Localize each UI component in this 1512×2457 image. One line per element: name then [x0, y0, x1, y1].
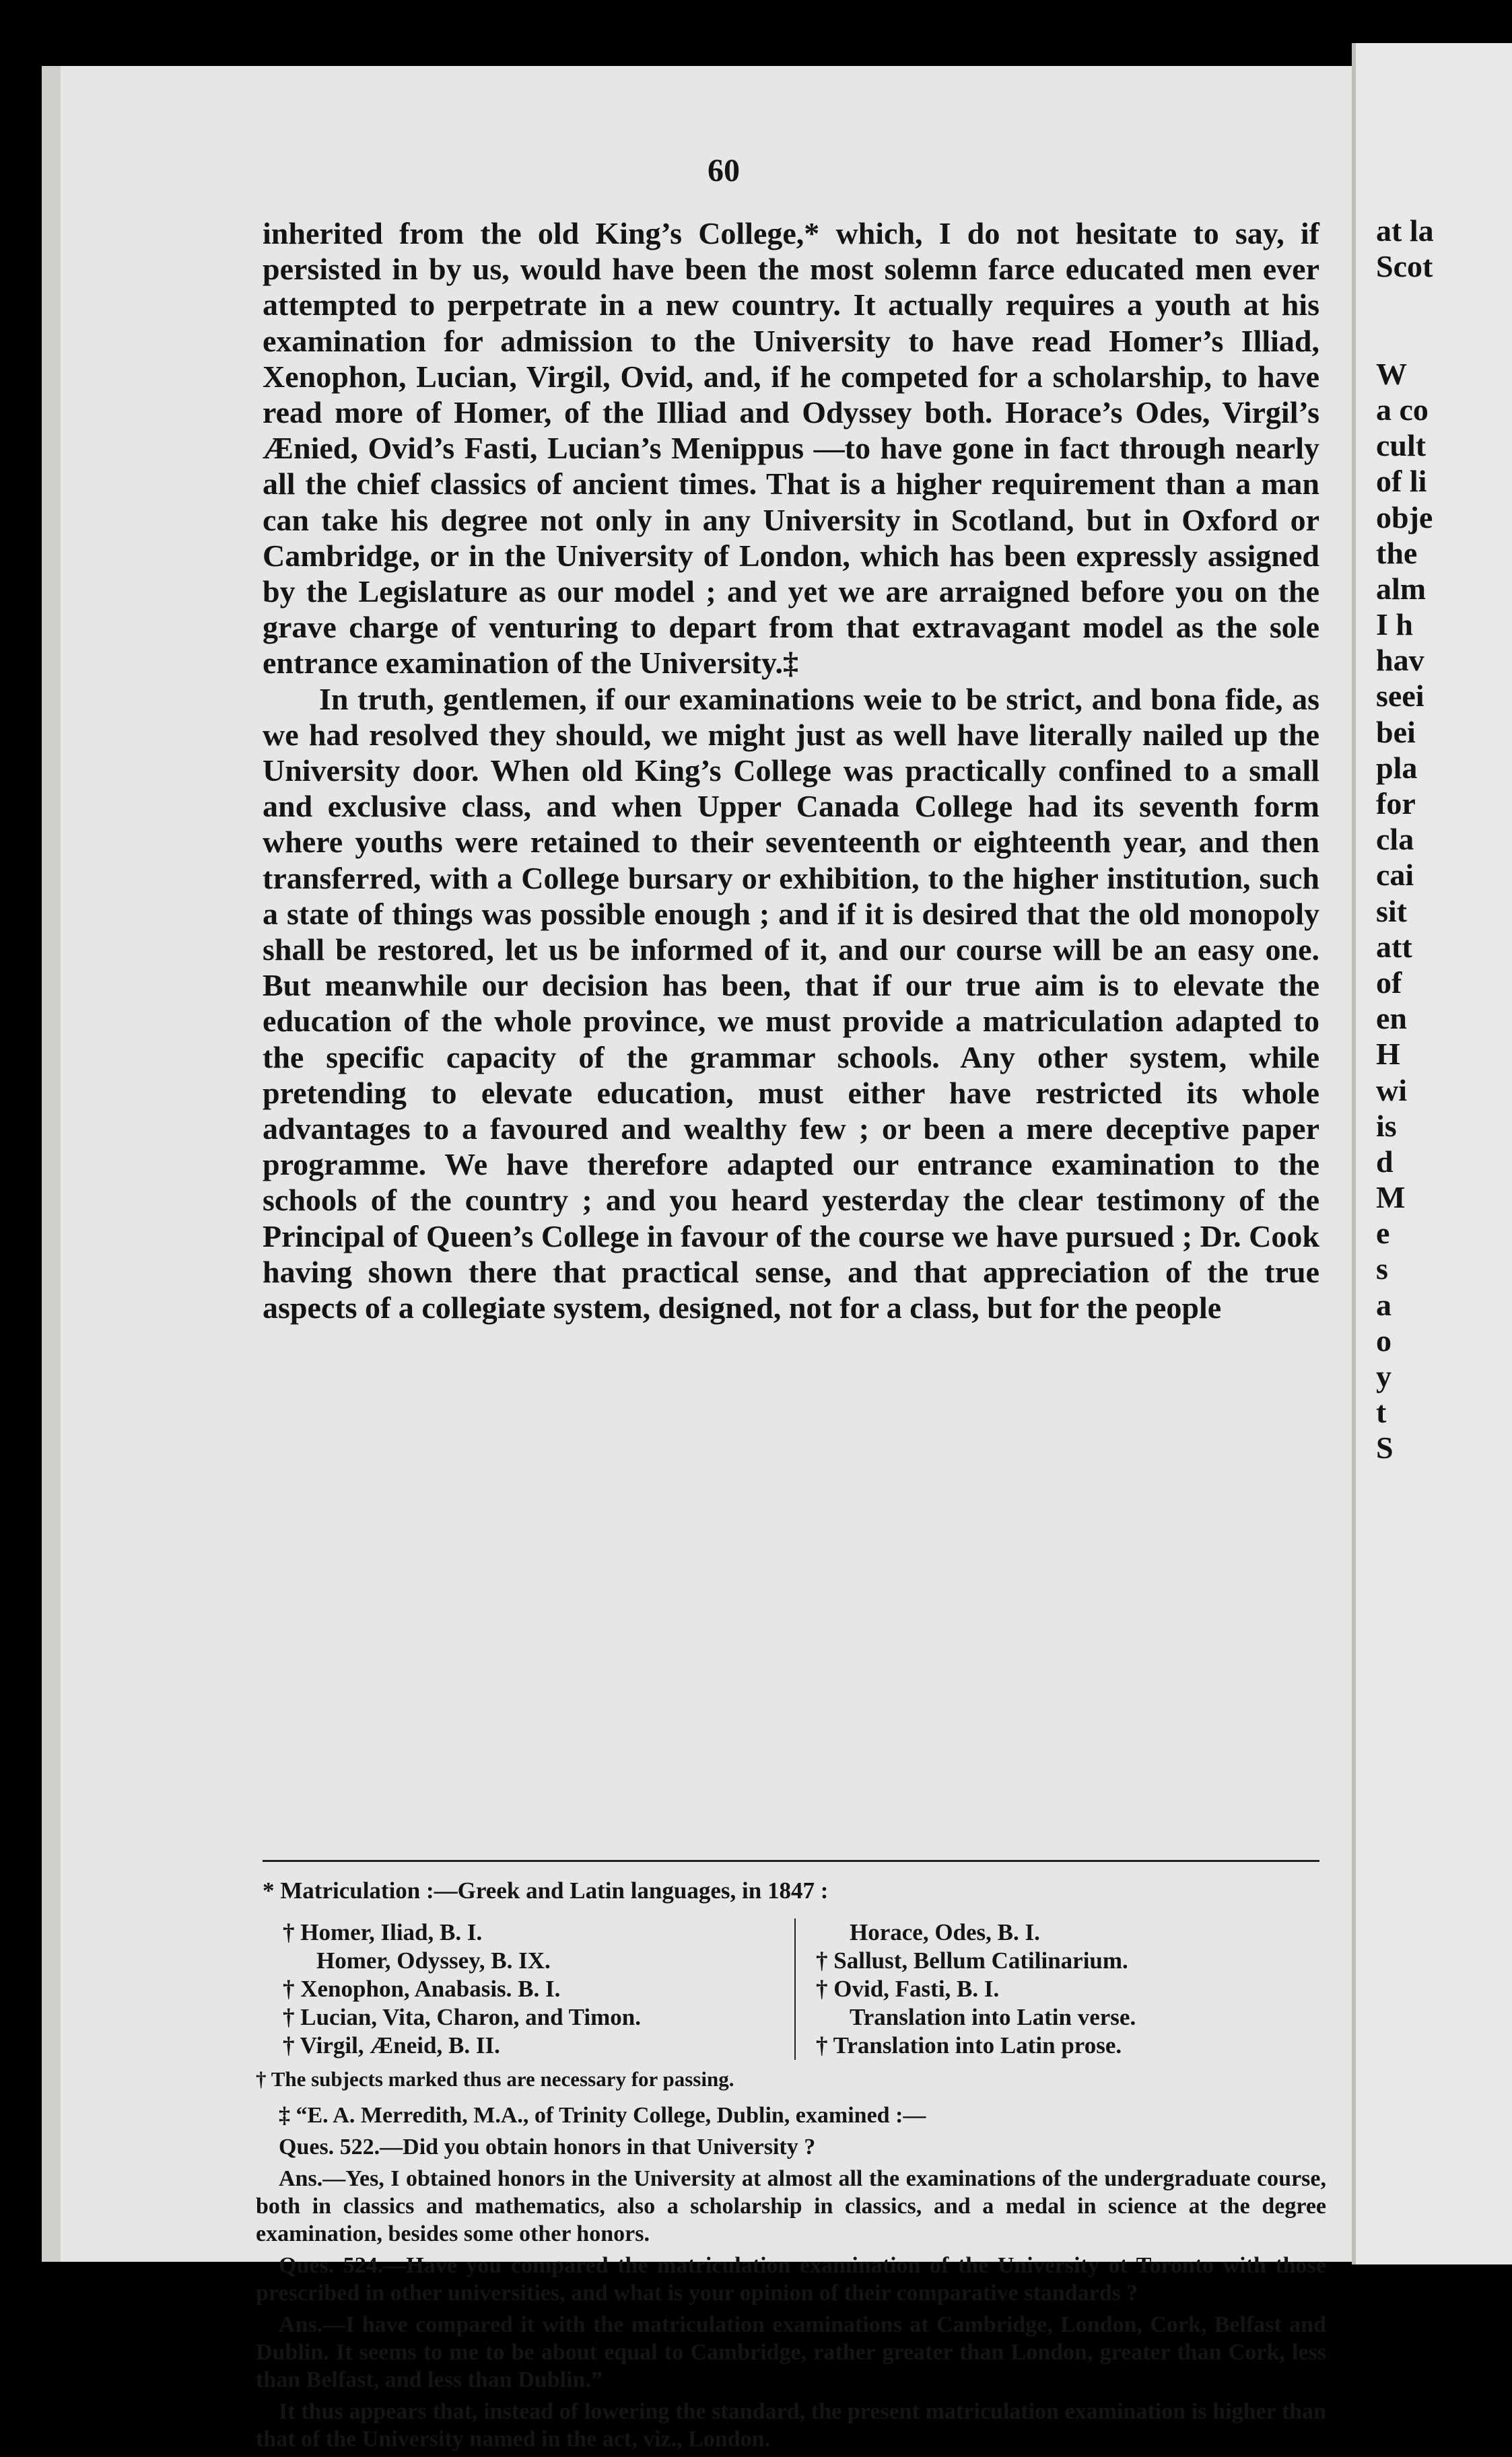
- facing-line: [1376, 284, 1434, 320]
- footnote-note: † The subjects marked thus are necessary for passing.: [256, 2067, 734, 2091]
- facing-page-fragment: [1352, 43, 1512, 2264]
- facing-line: for: [1376, 786, 1416, 821]
- answer: Ans.—Yes, I obtained honors in the University at almost all the examinations of the undergraduate course, both in classics and mathematics, also a scholarship in classics, and a medal in science at the degree examination, besides some other honors.: [256, 2166, 1326, 2246]
- list-item: † Virgil, Æneid, B. II.: [283, 2032, 500, 2058]
- facing-line: a co: [1376, 392, 1429, 427]
- facing-line: s: [1376, 1251, 1388, 1286]
- facing-line: bei: [1376, 714, 1416, 749]
- facing-line: sit: [1376, 893, 1407, 928]
- facing-line: S: [1376, 1430, 1394, 1465]
- facing-line: o: [1376, 1323, 1391, 1358]
- facing-line: at la: [1376, 213, 1434, 248]
- facing-line: H: [1376, 1037, 1400, 1072]
- main-text: [263, 215, 1319, 1325]
- footnote-intro: * Matriculation :—Greek and Latin languages, in 1847 :: [263, 1877, 829, 1904]
- question: Ques. 524.—Have you compared the matriculation examination of the University ot Toronto with those prescribed in other universities, and what is your opinion of their comparative standards ?: [256, 2253, 1326, 2306]
- subjects-left-column: [256, 1918, 794, 2060]
- facing-line: cult: [1376, 428, 1427, 463]
- facing-line: I h: [1376, 607, 1413, 642]
- facing-line: pla: [1376, 750, 1418, 785]
- facing-line: [1376, 320, 1434, 356]
- facing-line: of: [1376, 965, 1402, 1000]
- testimony-intro: ‡ “E. A. Merredith, M.A., of Trinity College, Dublin, examined :—: [279, 2103, 926, 2128]
- facing-line: wi: [1376, 1072, 1407, 1107]
- facing-line: alm: [1376, 571, 1427, 606]
- facing-line: att: [1376, 929, 1412, 964]
- footnote-testimony: [256, 2102, 1326, 2457]
- facing-line: e: [1376, 1216, 1390, 1251]
- list-item: † Homer, Iliad, B. I.: [283, 1919, 483, 1945]
- page-number: 60: [708, 153, 740, 188]
- paragraph: In truth, gentlemen, if our examinations weie to be strict, and bona fide, as we had resolved they should, we might just as well have literally nailed up the University door. When old King’s College was practically confined to a small and exclusive class, and when Upper Canada College had its seventh form where youths were retained to their seventeenth or eighteenth year, and then transferred, with a College bursary or exhibition, to the higher institution, such a state of things was possible enough ; and if it is desired that the old monopoly shall be restored, let us be informed of it, and our course will be an easy one. But meanwhile our decision has been, that if our true aim is to elevate the education of the whole province, we must provide a matriculation adapted to the specific capacity of the grammar schools. Any other system, while pretending to elevate education, must either have restricted its whole advantages to a favoured and wealthy few ; or been a mere deceptive paper programme. We have therefore adapted our entrance examination to the schools of the country ; and you heard yesterday the clear testimony of the Principal of Queen’s College in favour of the course we have pursued ; Dr. Cook having shown there that practical sense, and that appreciation of the true aspects of a collegiate system, designed, not for a class, but for the people: [263, 681, 1319, 1325]
- facing-line: is: [1376, 1108, 1397, 1143]
- list-item: Translation into Latin verse.: [850, 2004, 1136, 2030]
- list-item: Homer, Odyssey, B. IX.: [316, 1947, 551, 1974]
- footnote-rule: [263, 1860, 1319, 1862]
- facing-line: of li: [1376, 464, 1427, 499]
- answer: Ans.—I have compared it with the matriculation examinations at Cambridge, London, Cork, Belfast and Dublin. It seems to me to be about equal to Cambridge, rather greater than London, greater than Cork, less than Belfast, and less than Dublin.”: [256, 2312, 1326, 2392]
- list-item: † Translation into Latin prose.: [816, 2032, 1122, 2058]
- facing-line: y: [1376, 1359, 1391, 1393]
- column-divider: [794, 1918, 796, 2060]
- list-item: † Lucian, Vita, Charon, and Timon.: [283, 2004, 641, 2030]
- facing-line: cai: [1376, 858, 1414, 893]
- list-item: † Ovid, Fasti, B. I.: [816, 1976, 1000, 2002]
- footnote-matriculation: [256, 1877, 1326, 2093]
- facing-line: d: [1376, 1144, 1394, 1179]
- paragraph: inherited from the old King’s College,* which, I do not hesitate to say, if persisted in by us, would have been the most solemn farce educated men ever attempted to perpetrate in a new country. It actually requires a youth at his examination for admission to the University to have read Homer’s Illiad, Xenophon, Lucian, Virgil, Ovid, and, if he competed for a scholarship, to have read more of Homer, of the Illiad and Odyssey both. Horace’s Odes, Virgil’s Ænied, Ovid’s Fasti, Lucian’s Menippus —to have gone in fact through nearly all the chief classics of ancient times. That is a higher requirement than a man can take his degree not only in any University in Scotland, but in Oxford or Cambridge, or in the University of London, which has been expressly assigned by the Legislature as our model ; and yet we are arraigned before you on the grave charge of venturing to depart from that extravagant model as the sole entrance examination of the University.‡: [263, 216, 1319, 681]
- facing-line: cla: [1376, 822, 1414, 857]
- facing-line: the: [1376, 535, 1418, 570]
- facing-line: seei: [1376, 679, 1424, 714]
- facing-line: M: [1376, 1180, 1406, 1215]
- subjects-columns: [256, 1918, 1326, 2060]
- facing-line: W: [1376, 356, 1407, 391]
- facing-line: t: [1376, 1395, 1387, 1430]
- list-item: † Sallust, Bellum Catilinarium.: [816, 1947, 1128, 1974]
- facing-line: hav: [1376, 643, 1424, 678]
- facing-line: Scot: [1376, 249, 1433, 284]
- question: Ques. 522.—Did you obtain honors in that University ?: [279, 2135, 816, 2159]
- list-item: † Xenophon, Anabasis. B. I.: [283, 1976, 561, 2002]
- subjects-right-column: [816, 1918, 1326, 2060]
- conclusion: It thus appears that, instead of lowering the standard, the present matriculation examination is higher than that of the University named in the act, viz., London.: [256, 2399, 1326, 2452]
- left-page: [42, 66, 1387, 2452]
- facing-line: a: [1376, 1287, 1391, 1322]
- facing-line: en: [1376, 1001, 1407, 1036]
- facing-line: obje: [1376, 499, 1433, 534]
- facing-page-text: [1376, 213, 1434, 1466]
- list-item: Horace, Odes, B. I.: [850, 1919, 1040, 1945]
